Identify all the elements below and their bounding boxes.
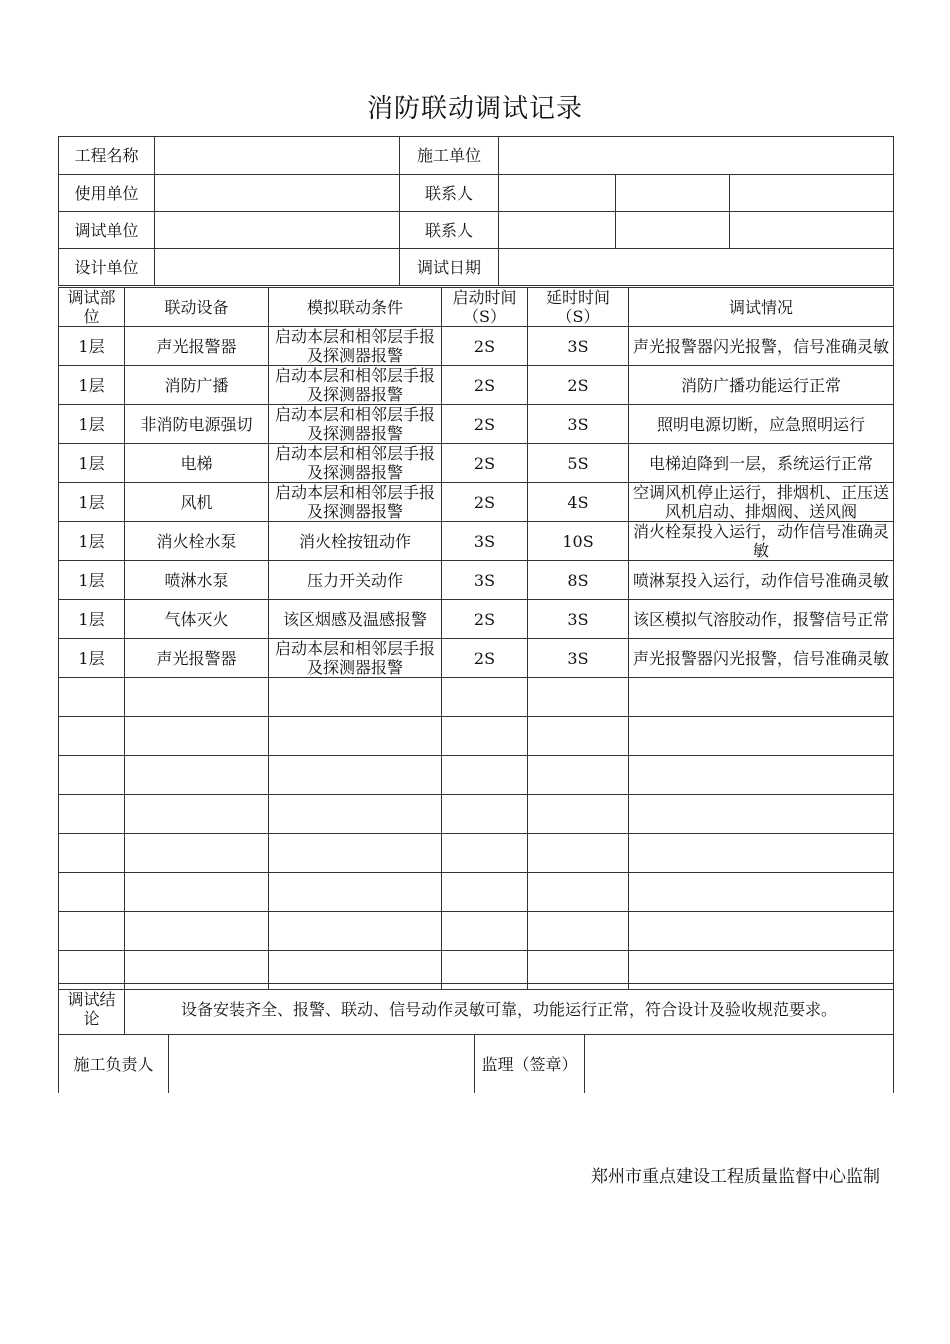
cell-location[interactable] — [59, 873, 125, 912]
contact-extra-2[interactable] — [730, 175, 894, 212]
construction-lead-label: 施工负责人 — [59, 1035, 169, 1094]
cell-start-time[interactable] — [442, 834, 528, 873]
contact-value[interactable] — [499, 212, 616, 249]
cell-device: 消火栓水泵 — [125, 522, 269, 561]
cell-device: 声光报警器 — [125, 639, 269, 678]
design-unit-label: 设计单位 — [59, 249, 155, 286]
cell-device: 风机 — [125, 483, 269, 522]
page-title: 消防联动调试记录 — [366, 94, 583, 124]
cell-start-time: 3S — [442, 522, 528, 561]
cell-start-time[interactable] — [442, 678, 528, 717]
cell-device: 声光报警器 — [125, 327, 269, 366]
cell-result: 声光报警器闪光报警，信号准确灵敏 — [629, 639, 894, 678]
cell-device[interactable] — [125, 756, 269, 795]
cell-condition: 压力开关动作 — [269, 561, 442, 600]
table-row — [59, 561, 894, 600]
cell-delay-time: 3S — [528, 327, 629, 366]
cell-delay-time[interactable] — [528, 912, 629, 951]
cell-result[interactable] — [629, 834, 894, 873]
header-condition: 模拟联动条件 — [269, 288, 442, 327]
cell-result: 电梯迫降到一层，系统运行正常 — [629, 444, 894, 483]
supervisor-label: 监理（签章） — [475, 1035, 585, 1094]
cell-result[interactable] — [629, 873, 894, 912]
table-row — [59, 600, 894, 639]
cell-condition[interactable] — [269, 717, 442, 756]
cell-start-time: 2S — [442, 366, 528, 405]
table-row — [59, 366, 894, 405]
debug-date-label: 调试日期 — [400, 249, 499, 286]
debug-date-value[interactable] — [499, 249, 894, 286]
cell-device[interactable] — [125, 834, 269, 873]
construction-unit-label: 施工单位 — [400, 137, 499, 175]
cell-location: 1层 — [59, 366, 125, 405]
cell-location: 1层 — [59, 327, 125, 366]
cell-start-time: 2S — [442, 483, 528, 522]
cell-delay-time: 2S — [528, 366, 629, 405]
cell-start-time[interactable] — [442, 795, 528, 834]
user-unit-value[interactable] — [155, 175, 400, 212]
cell-result: 消防广播功能运行正常 — [629, 366, 894, 405]
cell-location: 1层 — [59, 405, 125, 444]
cell-result: 声光报警器闪光报警，信号准确灵敏 — [629, 327, 894, 366]
debug-unit-value[interactable] — [155, 212, 400, 249]
cell-condition: 启动本层和相邻层手报及探测器报警 — [269, 405, 442, 444]
cell-condition: 消火栓按钮动作 — [269, 522, 442, 561]
table-row-empty — [59, 756, 894, 795]
cell-delay-time: 10S — [528, 522, 629, 561]
cell-start-time: 2S — [442, 639, 528, 678]
cell-condition[interactable] — [269, 834, 442, 873]
cell-condition: 启动本层和相邻层手报及探测器报警 — [269, 366, 442, 405]
cell-location[interactable] — [59, 795, 125, 834]
table-row — [59, 522, 894, 561]
contact-label: 联系人 — [400, 175, 499, 212]
cell-condition: 启动本层和相邻层手报及探测器报警 — [269, 327, 442, 366]
cell-delay-time[interactable] — [528, 756, 629, 795]
header-location: 调试部位 — [59, 288, 125, 327]
cell-result[interactable] — [629, 678, 894, 717]
cell-device: 电梯 — [125, 444, 269, 483]
cell-result[interactable] — [629, 795, 894, 834]
cell-start-time[interactable] — [442, 873, 528, 912]
table-row-empty — [59, 873, 894, 912]
construction-unit-value[interactable] — [499, 137, 894, 175]
debug-unit-label: 调试单位 — [59, 212, 155, 249]
signature-table — [58, 1034, 894, 1093]
table-row — [59, 327, 894, 366]
cell-delay-time: 4S — [528, 483, 629, 522]
cell-condition[interactable] — [269, 873, 442, 912]
cell-start-time: 2S — [442, 327, 528, 366]
cell-result[interactable] — [629, 717, 894, 756]
cell-location[interactable] — [59, 717, 125, 756]
cell-result[interactable] — [629, 756, 894, 795]
cell-start-time: 2S — [442, 405, 528, 444]
cell-device: 气体灭火 — [125, 600, 269, 639]
conclusion-label: 调试结论 — [59, 984, 125, 1035]
cell-location: 1层 — [59, 639, 125, 678]
cell-delay-time: 3S — [528, 405, 629, 444]
table-row-empty — [59, 678, 894, 717]
cell-device[interactable] — [125, 795, 269, 834]
cell-start-time[interactable] — [442, 717, 528, 756]
cell-location: 1层 — [59, 483, 125, 522]
cell-start-time[interactable] — [442, 756, 528, 795]
design-unit-value[interactable] — [155, 249, 400, 286]
cell-condition: 启动本层和相邻层手报及探测器报警 — [269, 483, 442, 522]
contact-label: 联系人 — [400, 212, 499, 249]
cell-location: 1层 — [59, 561, 125, 600]
table-row-empty — [59, 717, 894, 756]
cell-device[interactable] — [125, 678, 269, 717]
cell-delay-time[interactable] — [528, 834, 629, 873]
cell-condition[interactable] — [269, 795, 442, 834]
conclusion-table — [58, 983, 894, 1035]
cell-delay-time[interactable] — [528, 795, 629, 834]
cell-start-time: 3S — [442, 561, 528, 600]
table-row-empty — [59, 912, 894, 951]
cell-location[interactable] — [59, 678, 125, 717]
cell-device[interactable] — [125, 912, 269, 951]
cell-condition[interactable] — [269, 756, 442, 795]
debug-record-table — [58, 287, 894, 990]
table-row-empty — [59, 795, 894, 834]
table-row — [59, 483, 894, 522]
cell-location[interactable] — [59, 756, 125, 795]
cell-result: 该区模拟气溶胶动作，报警信号正常 — [629, 600, 894, 639]
table-row-empty — [59, 834, 894, 873]
info-table — [58, 136, 894, 286]
header-result: 调试情况 — [629, 288, 894, 327]
contact-extra-1[interactable] — [616, 212, 730, 249]
table-row — [59, 444, 894, 483]
contact-extra-1[interactable] — [616, 175, 730, 212]
cell-start-time[interactable] — [442, 912, 528, 951]
user-unit-label: 使用单位 — [59, 175, 155, 212]
cell-delay-time[interactable] — [528, 717, 629, 756]
project-name-label: 工程名称 — [59, 137, 155, 175]
header-delay-time: 延时时间（S） — [528, 288, 629, 327]
cell-condition[interactable] — [269, 912, 442, 951]
cell-device: 消防广播 — [125, 366, 269, 405]
project-name-value[interactable] — [155, 137, 400, 175]
cell-result: 照明电源切断，应急照明运行 — [629, 405, 894, 444]
cell-delay-time: 3S — [528, 600, 629, 639]
cell-device[interactable] — [125, 873, 269, 912]
cell-device[interactable] — [125, 717, 269, 756]
supervisor-value[interactable] — [585, 1035, 894, 1094]
cell-location: 1层 — [59, 600, 125, 639]
cell-device: 喷淋水泵 — [125, 561, 269, 600]
contact-extra-2[interactable] — [730, 212, 894, 249]
construction-lead-value[interactable] — [169, 1035, 475, 1094]
cell-condition: 启动本层和相邻层手报及探测器报警 — [269, 444, 442, 483]
cell-start-time: 2S — [442, 600, 528, 639]
cell-location[interactable] — [59, 834, 125, 873]
cell-result: 喷淋泵投入运行，动作信号准确灵敏 — [629, 561, 894, 600]
footer-issuer: 郑州市重点建设工程质量监督中心监制 — [591, 1167, 880, 1187]
cell-delay-time[interactable] — [528, 678, 629, 717]
cell-condition[interactable] — [269, 678, 442, 717]
cell-location[interactable] — [59, 912, 125, 951]
cell-result: 消火栓泵投入运行，动作信号准确灵敏 — [629, 522, 894, 561]
cell-location: 1层 — [59, 444, 125, 483]
cell-condition: 该区烟感及温感报警 — [269, 600, 442, 639]
table-header-row — [59, 288, 894, 327]
contact-value[interactable] — [499, 175, 616, 212]
cell-delay-time[interactable] — [528, 873, 629, 912]
cell-delay-time: 8S — [528, 561, 629, 600]
conclusion-text: 设备安装齐全、报警、联动、信号动作灵敏可靠，功能运行正常，符合设计及验收规范要求。 — [125, 984, 894, 1035]
cell-device: 非消防电源强切 — [125, 405, 269, 444]
cell-condition: 启动本层和相邻层手报及探测器报警 — [269, 639, 442, 678]
cell-result[interactable] — [629, 912, 894, 951]
table-row — [59, 639, 894, 678]
header-start-time: 启动时间（S） — [442, 288, 528, 327]
table-row — [59, 405, 894, 444]
cell-start-time: 2S — [442, 444, 528, 483]
cell-location: 1层 — [59, 522, 125, 561]
cell-delay-time: 5S — [528, 444, 629, 483]
cell-delay-time: 3S — [528, 639, 629, 678]
cell-result: 空调风机停止运行，排烟机、正压送风机启动、排烟阀、送风阀 — [629, 483, 894, 522]
header-device: 联动设备 — [125, 288, 269, 327]
